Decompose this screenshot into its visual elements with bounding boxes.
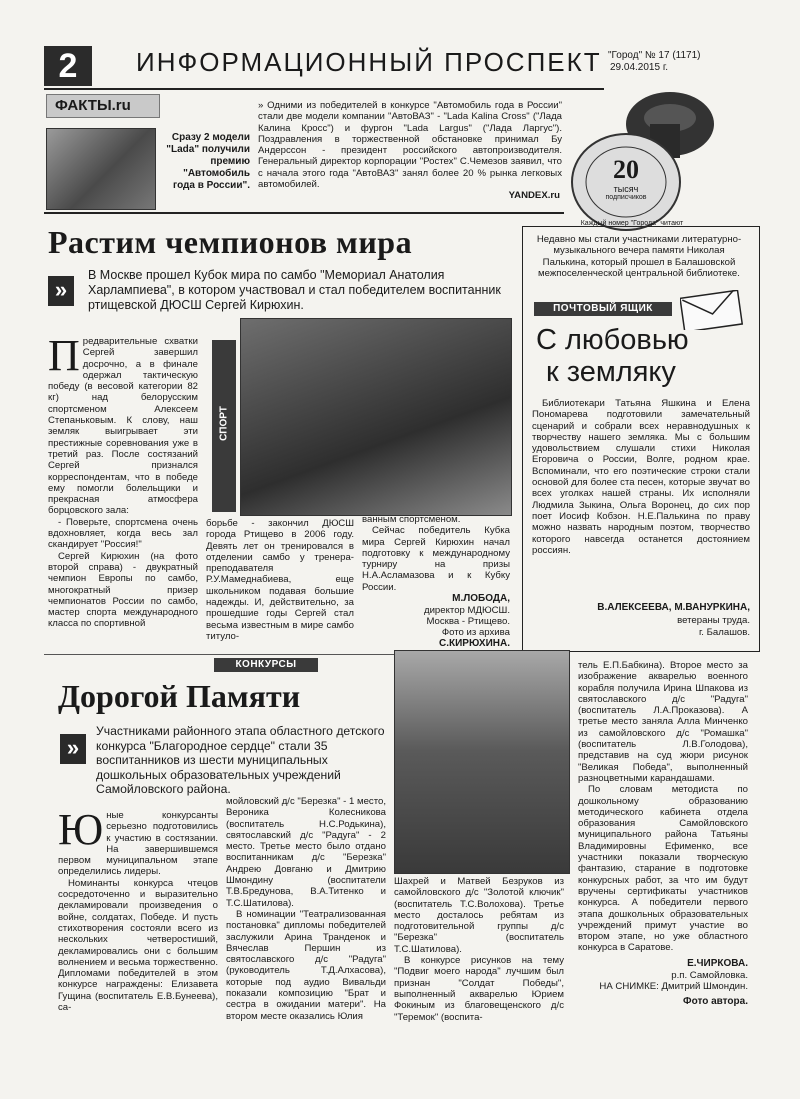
article2-photo-author: Фото автора. <box>683 995 748 1007</box>
facts-caption: Сразу 2 модели "Lada" получили премию "Автомобиль года в России". <box>166 132 250 191</box>
article2-photo-caption: НА СНИМКЕ: Дмитрий Шмондин. <box>599 980 748 992</box>
facts-source: YANDEX.ru <box>508 190 560 201</box>
contest-rubric: КОНКУРСЫ <box>214 658 318 672</box>
article1-col3: ванным спортсменом. Сейчас победитель Кубка мира Сергей Кирюхин начал подготовку к международному турниру на призы Н.А.Асламазова и к Кубку России. М.ЛОБОДА, директор МДЮСШ. Москва - Ртищево. Фото из архива С.КИРЮХИНА. <box>362 514 510 650</box>
sport-rubric-label: СПОРТ <box>218 406 230 441</box>
car-photo <box>46 128 156 210</box>
letter-intro: Недавно мы стали участниками литературно-музыкального вечера памяти Николая Палькина, который прошел в Балашовской межпоселенческой центральной библиотеке. <box>536 234 742 279</box>
stamp-sub: подписчиков <box>605 194 647 201</box>
article1-photo-author: С.КИРЮХИНА. <box>439 638 510 650</box>
article1-col2: борьбе - закончил ДЮСШ города Ртищево в 2006 году. Девять лет он тренировался в отделении самбо у тренера-преподавателя Р.У.Мамеднабиева, еще школьником подавая большие надежды. И, действительно, за прошедшие годы Сергей стал весьма известным в мире самбо титуло- <box>206 518 354 642</box>
issue-number: "Город" № 17 (1171) <box>608 50 701 61</box>
article1-lead: В Москве прошел Кубок мира по самбо "Мемориал Анатолия Харлампиева", в котором участвовал и стал победителем воспитанник ртищевской ДЮСШ Сергей Кирюхин. <box>88 268 501 312</box>
article2-title: Дорогой Памяти <box>58 678 301 714</box>
article1-title: Растим чемпионов мира <box>48 224 413 260</box>
article1-dropcap: П <box>48 331 80 380</box>
article2-author-place: р.п. Самойловка. <box>671 969 748 981</box>
article1-col1: П редварительные схватки Сергей завершил досрочно, а в финале одержал тактическую победу (в весовой категории 82 кг) над белорусским спортсменом Алексеем Степаньковым. К слову, наш земляк выигрывает эти престижные соревнования уже в третий раз. После состязаний Сергей признался корреспондентам, что в победе ему помогли болельщики и прекрасная атмосфера борцовского зала: - Поверьте, спортсмена очень вдохновляет, когда весь зал скандирует "Россия!" Сергей Кирюхин (на фото второй справа) - двукратный чемпион Европы по самбо, многократный призер чемпионатов России по самбо, мастер спорта международного класса по спортивной <box>48 331 198 630</box>
facts-text: » Одними из победителей в конкурсе "Автомобиль года в России" стали две модели компании "АвтоВАЗ" - "Lada Kalina Cross" ("Лада Калина Кросс") и фургон "Lada Largus" ("Лада Ларгус"). Поздравления в торжественной обстановке принимал Бу Андерссон - президент российского автопроизводителя. Генеральный директор корпорации "Ростех" С.Чемезов заявил, что с начала этого года "АвтоВАЗ" занял более 20 % рынка легковых автомобилей. <box>258 100 562 191</box>
envelope-icon <box>680 290 744 335</box>
lead-chevron-icon: » <box>48 276 74 306</box>
article2-col2: мойловский д/с "Березка" - 1 место, Вероника Колесникова (воспитатель Н.С.Родькина), святославский д/с "Радуга" - 2 место. Третье место было отдано воспитанникам д/с "Березка" Андрею Довганю и Дмитрию Шмондину (воспитатели Т.В.Бредунова, В.А.Титенко и Т.С.Шатилова). В номинации "Театрализованная постановка" дипломы победителей заслужили Арина Транденок и Вячеслав Першин из святославского д/с "Радуга" (руководитель Т.Д.Алхасова), которые под аудио Вивальди показали композицию "Брат и сестра в ожидании матери". На втором месте оказались Юлия <box>226 796 387 1022</box>
letter-rubric: ПОЧТОВЫЙ ЯЩИК <box>534 302 672 316</box>
letter-authors-role: ветераны труда. <box>677 615 750 626</box>
sambo-photo <box>240 318 512 516</box>
article1-author-pos: директор МДЮСШ. <box>423 605 510 617</box>
stamp-ring-text: Каждый номер "Города" читают <box>580 220 684 227</box>
article1-photo-note: Фото из архива <box>441 627 510 639</box>
page-number: 2 <box>58 47 78 85</box>
letter-place: г. Балашов. <box>698 627 750 638</box>
letter-title-1: С любовью <box>536 324 689 356</box>
article2-col3: Шахрей и Матвей Безруков из самойловского д/с "Золотой ключик" (воспитатель Т.С.Волохова). Третье место досталось ребятам из подготовительной группы д/с "Березка" (воспитатель Т.С.Шатилова). В конкурсе рисунков на тему "Подвиг моего народа" лучшим был признан "Солдат Победы", выполненный акварелью Юрием Фокиным из благовещенского д/с "Теремок" (воспита- <box>394 876 564 1023</box>
header-rule <box>44 88 604 90</box>
letter-title-2: к земляку <box>546 356 676 388</box>
stamp-unit: тысяч <box>613 184 639 194</box>
facts-logo: ФАКТЫ.ru <box>46 94 160 118</box>
article2-col1: Ю ные конкурсанты серьезно подготовились к участию в состязании. На завершившемся первом муниципальном этапе определились лидеры. Номинанты конкурса чтецов сосредоточенно и выразительно декламировали произведения о войне, солдатах, Победе. И пусть стихотворения состояли всего из нескольких четверостиший, декламировались они с большим волнением и весьма торжественно. Дипломами победителей в этом конкурсе награждены: Елизавета Гущина (воспитатель Е.В.Бунеева), са- <box>58 805 218 1014</box>
issue-date: 29.04.2015 г. <box>610 62 669 73</box>
lead-chevron-icon-2: » <box>60 734 86 764</box>
article2-dropcap: Ю <box>58 805 104 854</box>
letter-authors: В.АЛЕКСЕЕВА, М.ВАНУРКИНА, <box>597 602 750 613</box>
stamp-number: 20 <box>613 155 639 184</box>
letter-body: Библиотекари Татьяна Яшкина и Елена Пономарева подготовили замечательный сценарий и собрали всех неравнодушных к творчеству нашего земляка. Мы с большим удовольствием слушали стихи Николая Егоровича о России, Волге, родном крае. Вспоминали, что его поэтические строки стали основой для более ста песен, которые звучат во всех уголках нашей страны. Их исполняли Людмила Зыкина, Ольга Воронец, до сих пор поет Иосиф Кобзон. Н.Е.Палькина по праву можно назвать народным поэтом, творчество которого навсегда останется достоянием россиян. <box>532 398 750 556</box>
page-number-box <box>44 46 92 86</box>
stamp-icon <box>562 84 742 234</box>
article1-author: М.ЛОБОДА, <box>452 593 510 605</box>
article2-author: Е.ЧИРКОВА. <box>687 957 748 969</box>
article2-col4: тель Е.П.Бабкина). Второе место за изображение акварелью военного корабля получила Ирина Шпакова из святославского д/с "Радуга" (воспитатель Л.А.Проказова). А третье место заняла Алла Минченко из самойловского д/с "Ромашка" (воспитатель Л.В.Голодова), представив на суд жюри рисунок "Великая Победа", выполненный разноцветными карандашами. По словам методиста по дошкольному образованию методического кабинета отдела образования Самойловского муниципального района Татьяны Владимировны Ефименко, все участники показали творческую фантазию, старание в подготовке конкурсных работ, за что им будут вручены сертификаты участников конкурса. А победители первого этапа дошкольных образовательных учреждений примут участие во втором этапе, но уже областного конкурса в Саратове. Е.ЧИРКОВА. р.п. Самойловка. НА СНИМКЕ: Дмитрий Шмондин. Фото автора. <box>578 660 748 1007</box>
child-photo <box>394 650 570 874</box>
section-title: ИНФОРМАЦИОННЫЙ ПРОСПЕКТ <box>136 47 602 77</box>
facts-rule <box>44 212 564 214</box>
article1-author-place: Москва - Ртищево. <box>426 616 510 628</box>
article2-lead: Участниками районного этапа областного детского конкурса "Благородное сердце" стали 35 воспитанников из шести муниципальных дошкольных образовательных учреждений Самойловского района. <box>96 724 385 796</box>
